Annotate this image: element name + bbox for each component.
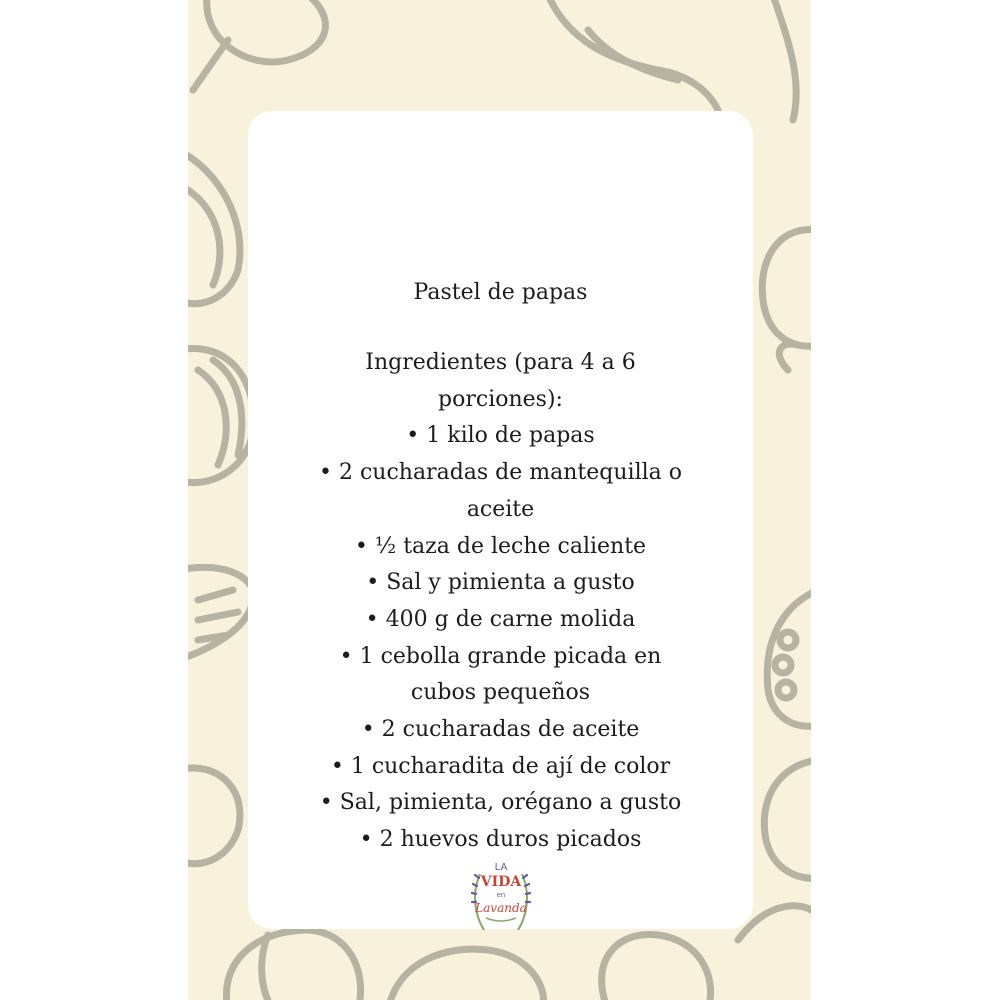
ingredient-item: • 1 cucharadita de ají de color — [330, 753, 671, 779]
leaf-illustration-left — [188, 768, 240, 864]
ingredient-item: • 2 cucharadas de aceite — [361, 717, 640, 743]
la-vida-en-lavanda-logo — [466, 856, 536, 940]
potato-bottom-illustration — [388, 949, 544, 1000]
logo-text-vida: VIDA — [480, 874, 522, 890]
garlic-illustration — [207, 0, 326, 62]
pod-illustration — [773, 0, 796, 120]
recipe-card-poster — [188, 0, 811, 1000]
ingredient-item: • 1 kilo de papas — [406, 423, 595, 449]
logo-text-en: en — [496, 891, 506, 899]
logo-text-la: LA — [494, 862, 508, 873]
tomato-illustration — [762, 230, 811, 347]
lemon-illustration — [764, 760, 811, 878]
ingredient-item: • 2 huevos duros picados — [359, 827, 642, 853]
logo-text-lavanda: Lavanda — [475, 901, 527, 915]
ingredient-item: • Sal y pimienta a gusto — [366, 570, 635, 596]
garlic-bottom-illustration — [226, 930, 360, 1000]
beet-bottom-illustration — [602, 934, 711, 1000]
garlic-stem-illustration — [193, 40, 228, 90]
ingredient-item: • 1 cebolla grande picada en cubos pequeños — [339, 643, 662, 706]
recipe-title: Pastel de papas — [413, 280, 588, 305]
ingredient-item: • ½ taza de leche caliente — [354, 533, 647, 559]
ingredient-item: • 2 cucharadas de mantequilla o aceite — [319, 460, 682, 522]
ingredients-heading: Ingredientes (para 4 a 6 porciones): — [365, 350, 636, 412]
leaf-illustration — [548, 0, 718, 110]
ingredient-item: • 400 g de carne molida — [365, 606, 636, 632]
ingredient-item: • Sal, pimienta, orégano a gusto — [319, 790, 682, 816]
recipe-card — [248, 111, 753, 929]
ingredients-section — [308, 345, 693, 859]
